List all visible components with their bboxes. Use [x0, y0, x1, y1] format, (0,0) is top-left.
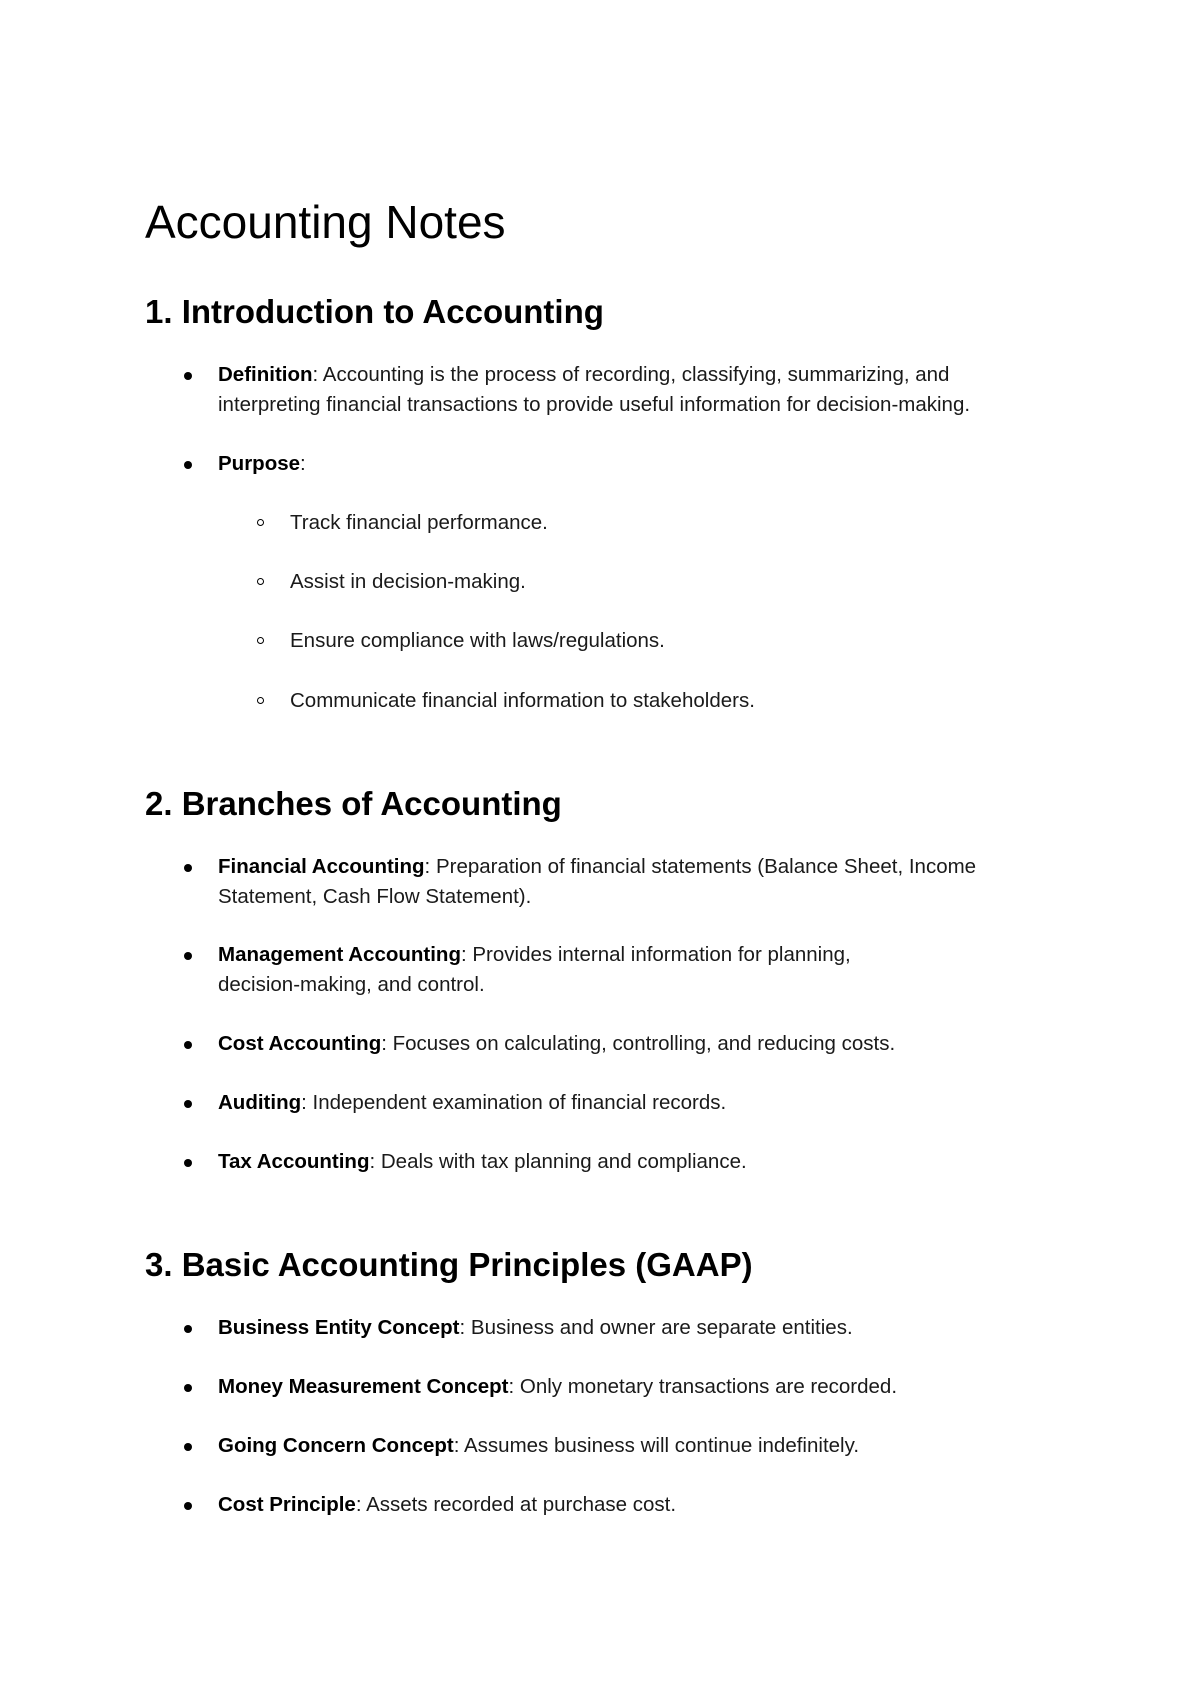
- list-item-financial-accounting: [218, 852, 1068, 912]
- term-description: : Deals with tax planning and compliance.: [369, 1150, 747, 1173]
- sub-item-text: Assist in decision-making.: [290, 570, 526, 593]
- list-item-purpose: [218, 449, 1078, 479]
- sub-list-item: [290, 686, 1090, 716]
- list-item-definition: [218, 360, 1038, 420]
- term-description: : Provides internal information for planning, decision-making, and control.: [218, 943, 851, 996]
- document-title: Accounting Notes: [145, 196, 506, 248]
- list-item-tax-accounting: [218, 1147, 1078, 1177]
- term-label: Tax Accounting: [218, 1150, 370, 1173]
- list-item-management-accounting: [218, 940, 938, 1000]
- list-item-cost-accounting: [218, 1029, 1078, 1059]
- sub-list-item: [290, 567, 1090, 597]
- bullet-icon: [184, 1041, 192, 1049]
- list-item-going-concern: [218, 1431, 1078, 1461]
- term-description: : Accounting is the process of recording, classifying, summarizing, and interpreting financial transactions to provide useful information for decision-making.: [218, 363, 971, 416]
- term-description: : Assets recorded at purchase cost.: [355, 1493, 677, 1516]
- bullet-icon: [184, 1502, 192, 1510]
- term-description: :: [300, 452, 306, 475]
- term-description: : Independent examination of financial records.: [301, 1091, 727, 1114]
- bullet-icon: [184, 1325, 192, 1333]
- term-label: Financial Accounting: [218, 855, 425, 878]
- bullet-icon: [184, 1384, 192, 1392]
- sub-item-text: Communicate financial information to stakeholders.: [290, 689, 755, 712]
- list-item-auditing: [218, 1088, 1078, 1118]
- term-description: : Business and owner are separate entities.: [459, 1316, 853, 1339]
- sub-list-item: [290, 508, 1090, 538]
- bullet-icon: [184, 952, 192, 960]
- bullet-icon: [184, 461, 192, 469]
- sub-list-item: [290, 626, 1090, 656]
- section-heading-introduction: 1. Introduction to Accounting: [145, 293, 604, 330]
- bullet-icon: [184, 1159, 192, 1167]
- term-label: Auditing: [218, 1091, 302, 1114]
- term-label: Purpose: [218, 452, 301, 475]
- term-label: Management Accounting: [218, 943, 461, 966]
- term-label: Cost Accounting: [218, 1032, 382, 1055]
- hollow-bullet-icon: [257, 697, 264, 704]
- bullet-icon: [184, 1443, 192, 1451]
- list-item-business-entity: [218, 1313, 1078, 1343]
- sub-item-text: Ensure compliance with laws/regulations.: [290, 629, 665, 652]
- term-label: Going Concern Concept: [218, 1434, 454, 1457]
- hollow-bullet-icon: [257, 519, 264, 526]
- term-label: Cost Principle: [218, 1493, 356, 1516]
- term-description: : Preparation of financial statements (Balance Sheet, Income Statement, Cash Flow Statement).: [218, 855, 977, 908]
- section-heading-gaap: 3. Basic Accounting Principles (GAAP): [145, 1246, 753, 1283]
- term-label: Business Entity Concept: [218, 1316, 460, 1339]
- bullet-icon: [184, 372, 192, 380]
- term-description: : Focuses on calculating, controlling, and reducing costs.: [381, 1032, 896, 1055]
- bullet-icon: [184, 1100, 192, 1108]
- term-description: : Assumes business will continue indefinitely.: [453, 1434, 860, 1457]
- term-description: : Only monetary transactions are recorded.: [508, 1375, 898, 1398]
- list-item-money-measurement: [218, 1372, 1078, 1402]
- term-label: Money Measurement Concept: [218, 1375, 509, 1398]
- hollow-bullet-icon: [257, 578, 264, 585]
- list-item-cost-principle: [218, 1490, 1078, 1520]
- bullet-icon: [184, 864, 192, 872]
- term-label: Definition: [218, 363, 313, 386]
- section-heading-branches: 2. Branches of Accounting: [145, 785, 562, 822]
- sub-item-text: Track financial performance.: [290, 511, 548, 534]
- hollow-bullet-icon: [257, 637, 264, 644]
